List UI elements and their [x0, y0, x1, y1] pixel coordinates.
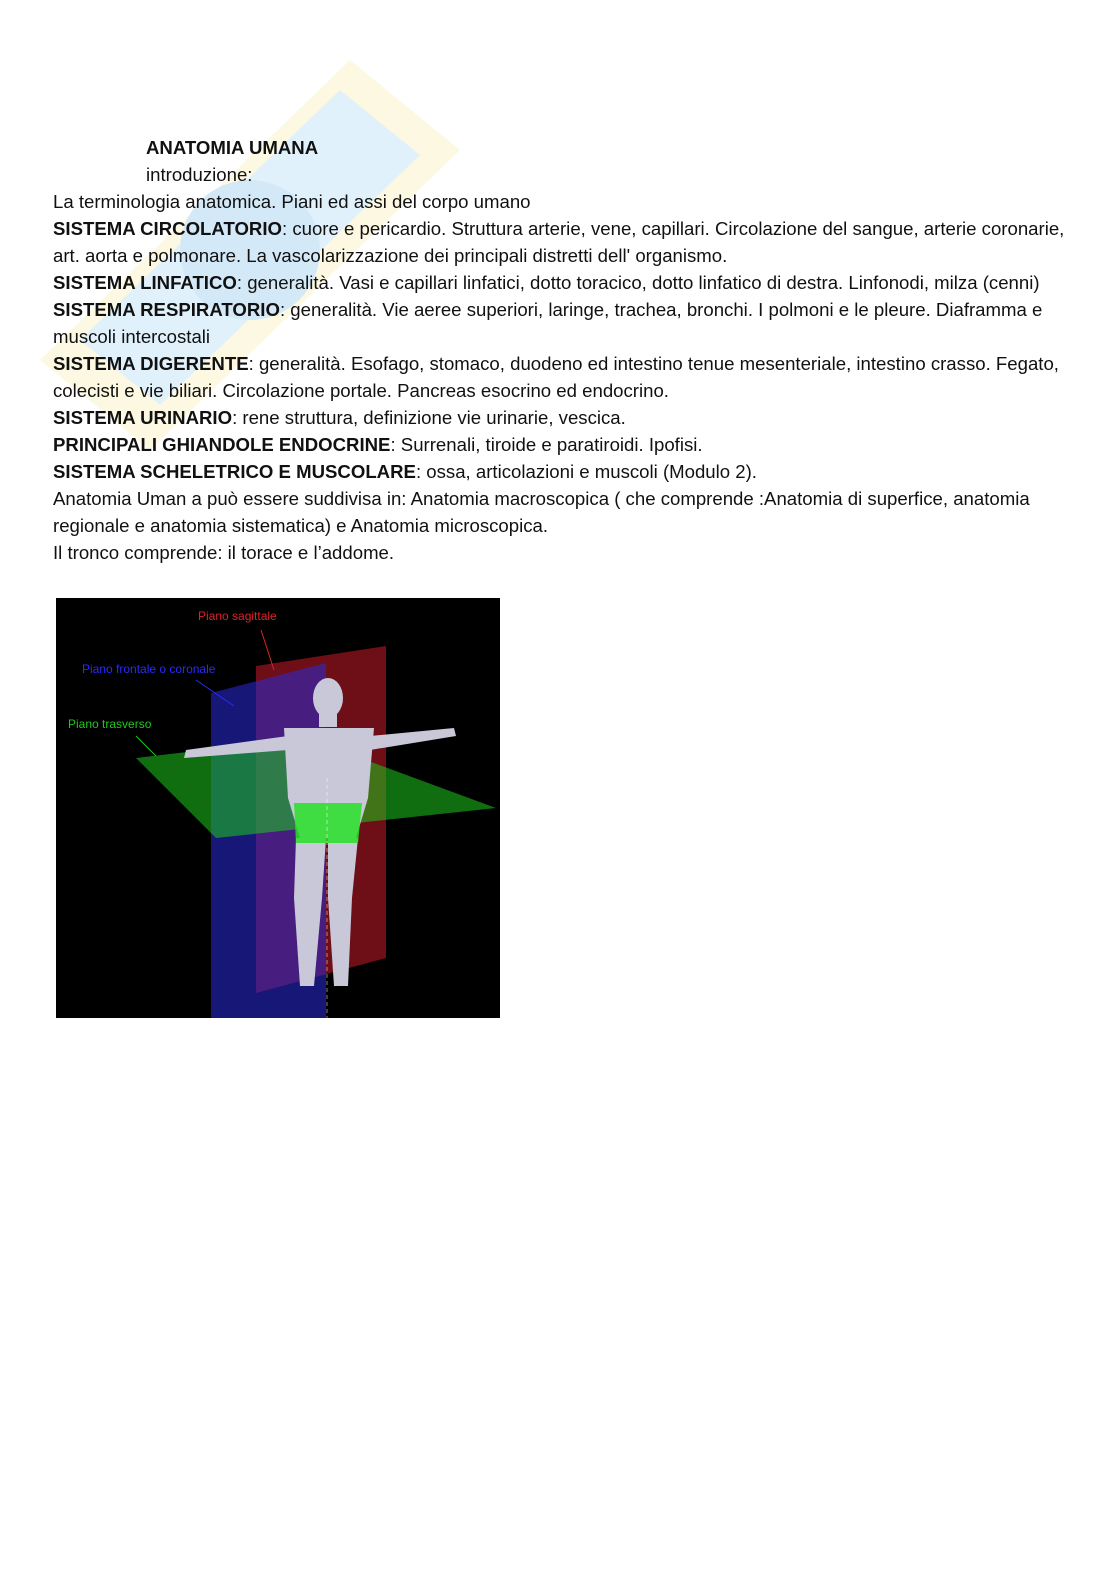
section-heading: PRINCIPALI GHIANDOLE ENDOCRINE: [53, 434, 391, 455]
section-text: : generalità. Vasi e capillari linfatici, dotto toracico, dotto linfatico di destra. Linfonodi, milza (cenni): [236, 272, 1040, 293]
section-endocrine: [53, 431, 1083, 458]
section-respiratorio: [53, 296, 1083, 350]
section-heading: SISTEMA URINARIO: [53, 407, 233, 428]
section-heading: SISTEMA RESPIRATORIO: [53, 299, 280, 320]
intro-line: La terminologia anatomica. Piani ed assi del corpo umano: [53, 191, 531, 212]
section-heading: SISTEMA DIGERENTE: [53, 353, 249, 374]
section-text: : cuore e pericardio. Struttura arterie, vene, capillari. Circolazione del sangue, arterie coronarie, art. aorta e polmonare. La vascolarizzazione dei principali distretti dell' organismo.: [53, 218, 1065, 266]
section-linfatico: [53, 269, 1083, 296]
section-heading: SISTEMA LINFATICO: [53, 272, 237, 293]
paragraph-anatomy-division: Anatomia Uman a può essere suddivisa in: Anatomia macroscopica ( che comprende :Anatomia di superfice, anatomia regionale e anatomia sistematica) e Anatomia microscopica.: [53, 488, 1030, 536]
paragraph-trunk: Il tronco comprende: il torace e l’addome.: [53, 542, 395, 563]
section-text: : ossa, articolazioni e muscoli (Modulo 2).: [415, 461, 757, 482]
document-body: [53, 134, 1083, 566]
section-circolatorio: [53, 215, 1083, 269]
label-sagittal: Piano sagittale: [198, 609, 277, 623]
section-text: : generalità. Vie aeree superiori, laringe, trachea, bronchi. I polmoni e le pleure. Diaframma e muscoli intercostali: [53, 299, 1043, 347]
label-frontal: Piano frontale o coronale: [82, 662, 216, 676]
document-title: ANATOMIA UMANA: [146, 137, 319, 158]
anatomical-planes-illustration: [56, 598, 500, 1018]
section-text: : generalità. Esofago, stomaco, duodeno ed intestino tenue mesenteriale, intestino crasso. Fegato, colecisti e vie biliari. Circolazione portale. Pancreas esocrino ed endocrino.: [53, 353, 1059, 401]
section-text: : rene struttura, definizione vie urinarie, vescica.: [232, 407, 626, 428]
figure-pelvis-section: [294, 803, 362, 843]
section-text: : Surrenali, tiroide e paratiroidi. Ipofisi.: [390, 434, 703, 455]
section-urinario: [53, 404, 1083, 431]
anatomical-planes-figure: [56, 598, 500, 1018]
section-digerente: [53, 350, 1083, 404]
document-subtitle: introduzione:: [146, 164, 253, 185]
section-scheletrico: [53, 458, 1083, 485]
section-heading: SISTEMA SCHELETRICO E MUSCOLARE: [53, 461, 416, 482]
label-transverse: Piano trasverso: [68, 717, 152, 731]
section-heading: SISTEMA CIRCOLATORIO: [53, 218, 282, 239]
